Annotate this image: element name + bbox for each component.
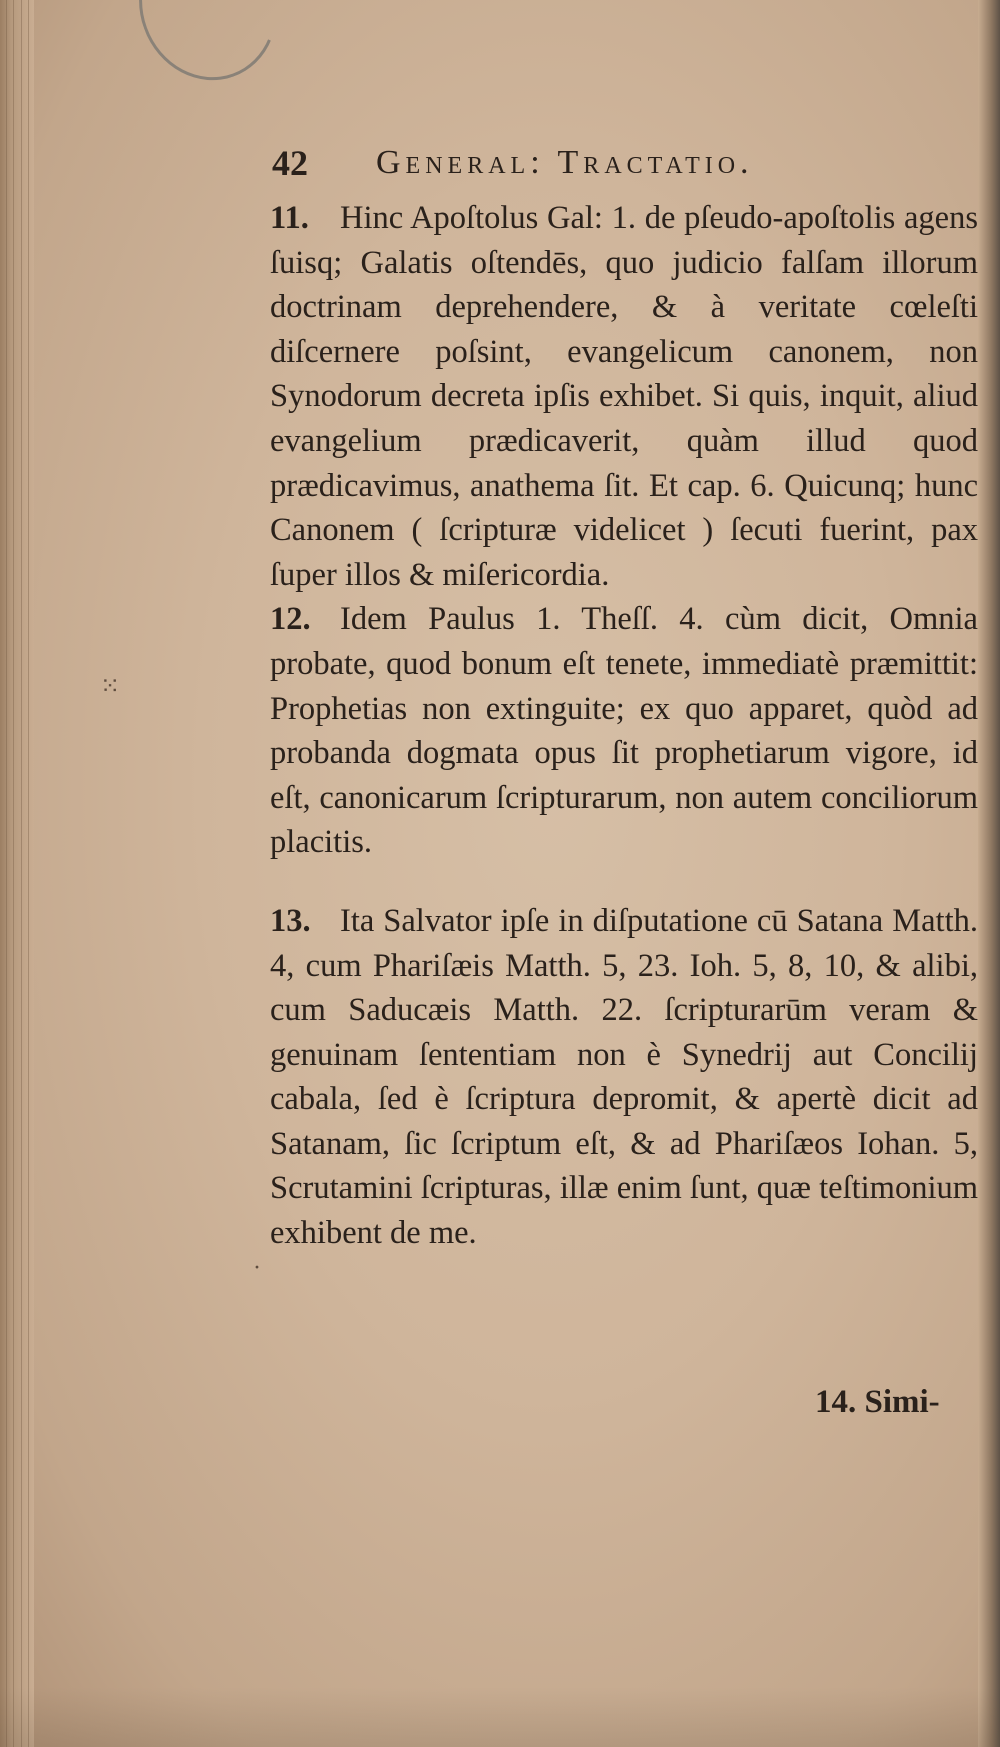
paragraph-number: 13.: [270, 902, 311, 939]
paper-clip-mark: [118, 0, 297, 100]
page-text: [270, 140, 978, 1420]
paragraph-text: Idem Paulus 1. Theſſ. 4. cùm dicit, Omnia probate, quod bonum eſt tenete, immediatè præmittit: Prophetias non extinguite; ex quo apparet, quòd ad probanda dogmata opus ſit prophetiarum vigore, id eſt, canonicarum ſcripturarum, non autem conciliorum placitis.: [270, 601, 978, 861]
paragraph-11: [270, 196, 978, 597]
running-head: General: Tractatio.: [376, 144, 754, 181]
page-gutter: [0, 0, 34, 1747]
page-header: [270, 140, 978, 196]
gutter-line: [6, 0, 7, 1747]
margin-ink-mark: ·: [253, 1255, 261, 1281]
paragraph-12: [270, 597, 978, 865]
catchword: 14. Simi-: [815, 1384, 940, 1420]
paragraph-text: Ita Salvator ipſe in diſputatione cū Satana Matth. 4, cum Phariſæis Matth. 5, 23. Ioh. 5, 8, 10, & alibi, cum Saducæis Matth. 22. ſcripturarūm veram & genuinam ſententiam non è Synedrij aut Concilij cabala, ſed è ſcriptura depromit, & apertè dicit ad Satanam, ſic ſcriptum eſt, & ad Phariſæos Iohan. 5, Scrutamini ſcripturas, illæ enim ſunt, quæ teſtimonium exhibent de me.: [270, 902, 978, 1252]
paragraph-text: Hinc Apoſtolus Gal: 1. de pſeudo-apoſtolis agens ſuisq; Galatis oſtendēs, quo judicio falſam illorum doctrinam deprehendere, & à veritate cœleſti diſcernere poſsint, evangelicum canonem, non Synodorum decreta ipſis exhibet. Si quis, inquit, aliud evangelium prædicaverit, quàm illud quod prædicavimus, anathema ſit. Et cap. 6. Quicunq; hunc Canonem ( ſcripturæ videlicet ) ſecuti fuerint, pax ſuper illos & miſericordia.: [270, 200, 978, 593]
gutter-line: [13, 0, 14, 1747]
gutter-line: [21, 0, 22, 1747]
page-number: 42: [272, 143, 308, 183]
paragraph-13: [270, 899, 978, 1256]
paragraph-number: 11.: [270, 200, 309, 236]
margin-ink-mark: ⁙: [100, 674, 121, 700]
page-bottom-shade: [0, 1687, 1000, 1747]
gutter-line: [28, 0, 29, 1747]
paragraph-number: 12.: [270, 601, 311, 638]
page-edge-shadow: [978, 0, 1000, 1747]
